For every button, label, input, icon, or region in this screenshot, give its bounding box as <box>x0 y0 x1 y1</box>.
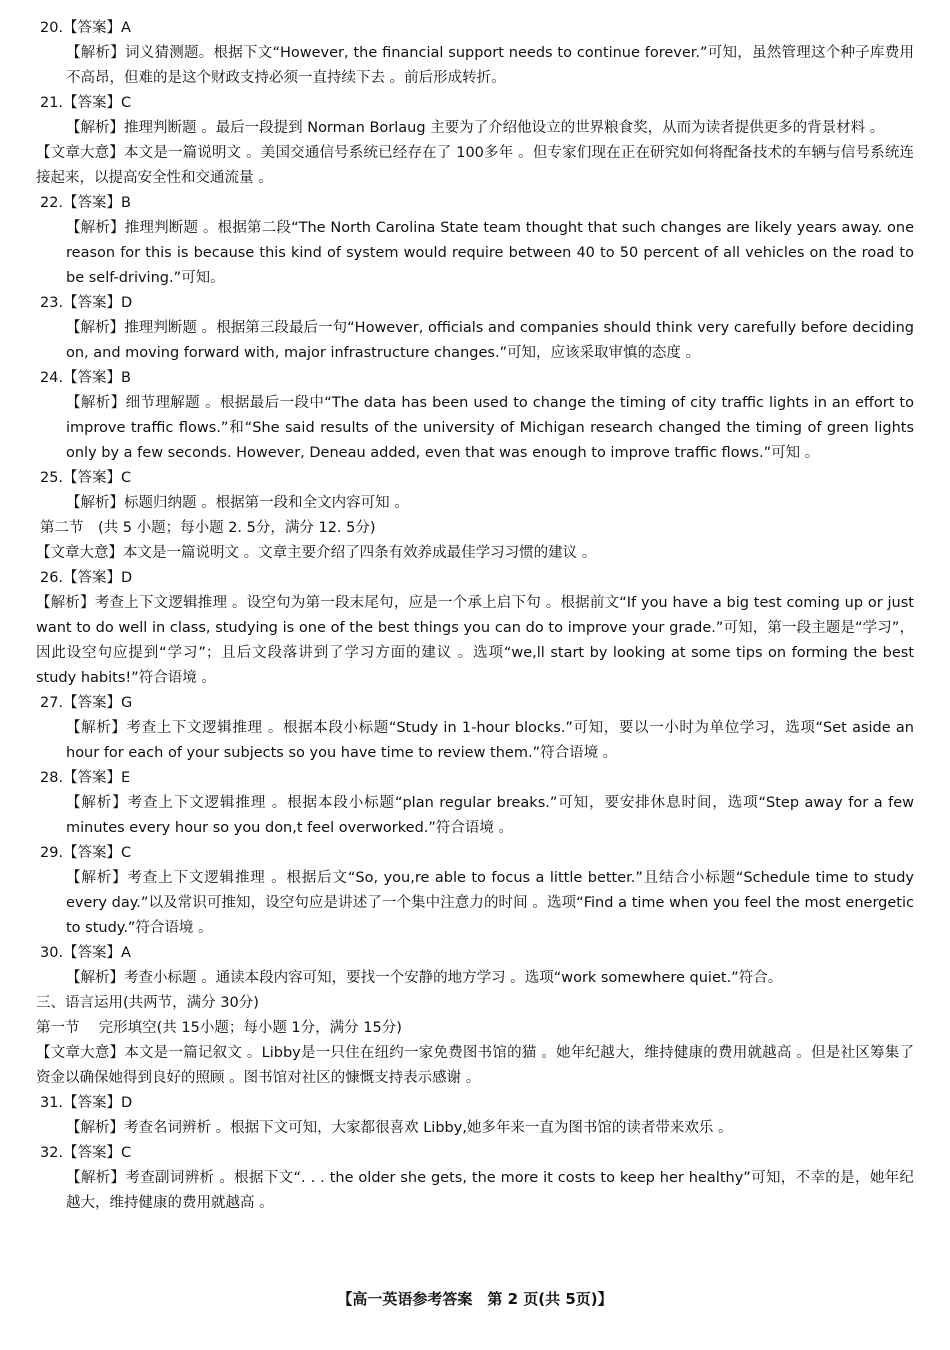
explanation-28: 【解析】考查上下文逻辑推理 。根据本段小标题“plan regular breaks.”可知，要安排休息时间，选项“Step away for a few minutes every hour so you don,t feel overworked.”符合语境 。 <box>66 795 914 836</box>
section-heading-language-use: 三、语言运用(共两节，满分 30分) <box>36 995 259 1011</box>
explanation-32: 【解析】考查副词辨析 。根据下文“. . . the older she gets, the more it costs to keep her healthy”可知，不幸的是，她年纪越大，维持健康的费用就越高 。 <box>66 1170 914 1211</box>
answer-24: 24.【答案】B <box>40 370 132 386</box>
explanation-21: 【解析】推理判断题 。最后一段提到 Norman Borlaug 主要为了介绍他设立的世界粮食奖，从而为读者提供更多的背景材料 。 <box>66 120 885 136</box>
passage-summary-traffic: 【文章大意】本文是一篇说明文 。美国交通信号系统已经存在了 100多年 。但专家们现在正在研究如何将配备技术的车辆与信号系统连接起来，以提高安全性和交通流量 。 <box>36 145 914 186</box>
page-footer: 【高一英语参考答案 第 2 页(共 5页)】 <box>337 1290 613 1308</box>
explanation-31: 【解析】考查名词辨析 。根据下文可知，大家都很喜欢 Libby,她多年来一直为图书馆的读者带来欢乐 。 <box>66 1120 733 1136</box>
answer-32: 32.【答案】C <box>40 1145 132 1161</box>
explanation-29: 【解析】考查上下文逻辑推理 。根据后文“So, you,re able to focus a little better.”且结合小标题“Schedule time to study every day.”以及常识可推知，设空句应是讲述了一个集中注意力的时间 。选项“Find a time when you feel the most energetic to study.”符合语境 。 <box>66 870 914 936</box>
answer-22: 22.【答案】B <box>40 195 132 211</box>
answer-20: 20.【答案】A <box>40 20 131 36</box>
answer-31: 31.【答案】D <box>40 1095 133 1111</box>
answer-26: 26.【答案】D <box>40 570 133 586</box>
passage-summary-libby: 【文章大意】本文是一篇记叙文 。Libby是一只住在纽约一家免费图书馆的猫 。她年纪越大，维持健康的费用就越高 。但是社区筹集了资金以确保她得到良好的照顾 。图书馆对社区的慷慨支持表示感谢 。 <box>36 1045 914 1086</box>
answer-27: 27.【答案】G <box>40 695 133 711</box>
section-heading-part2: 第二节 (共 5 小题；每小题 2. 5分，满分 12. 5分) <box>40 520 376 536</box>
explanation-26: 【解析】考查上下文逻辑推理 。设空句为第一段末尾句，应是一个承上启下句 。根据前文“If you have a big test coming up or just want to do well in class, studying is one of the best things you can do to improve your grade.”可知，第一段主题是“学习”，因此设空句应提到“学习”；且后文段落讲到了学习方面的建议 。选项“we,ll start by looking at some tips on forming the best study habits!”符合语境 。 <box>36 595 914 686</box>
explanation-20: 【解析】词义猜测题。根据下文“However, the financial support needs to continue forever.”可知，虽然管理这个种子库费用不高昂，但难的是这个财政支持必须一直持续下去 。前后形成转折。 <box>66 45 914 86</box>
answer-21: 21.【答案】C <box>40 95 132 111</box>
section-heading-cloze: 第一节 完形填空(共 15小题；每小题 1分，满分 15分) <box>36 1020 402 1036</box>
answer-25: 25.【答案】C <box>40 470 132 486</box>
explanation-23: 【解析】推理判断题 。根据第三段最后一句“However, officials and companies should think very carefully before deciding on, and moving forward with, major infrastructure changes.”可知，应该采取审慎的态度 。 <box>66 320 914 361</box>
passage-summary-study-habits: 【文章大意】本文是一篇说明文 。文章主要介绍了四条有效养成最佳学习习惯的建议 。 <box>36 545 597 561</box>
answer-29: 29.【答案】C <box>40 845 132 861</box>
answer-30: 30.【答案】A <box>40 945 131 961</box>
explanation-30: 【解析】考查小标题 。通读本段内容可知，要找一个安静的地方学习 。选项“work somewhere quiet.”符合。 <box>66 970 783 986</box>
explanation-27: 【解析】考查上下文逻辑推理 。根据本段小标题“Study in 1-hour blocks.”可知，要以一小时为单位学习，选项“Set aside an hour for each of your subjects so you have time to review them.”符合语境 。 <box>66 720 914 761</box>
explanation-25: 【解析】标题归纳题 。根据第一段和全文内容可知 。 <box>66 495 409 511</box>
answer-23: 23.【答案】D <box>40 295 133 311</box>
answer-28: 28.【答案】E <box>40 770 131 786</box>
explanation-24: 【解析】细节理解题 。根据最后一段中“The data has been used to change the timing of city traffic lights in an effort to improve traffic flows.”和“She said results of the university of Michigan research changed the timing of green lights only by a few seconds. However, Deneau added, even that was enough to improve traffic flows.”可知 。 <box>66 395 914 461</box>
explanation-22: 【解析】推理判断题 。根据第二段“The North Carolina State team thought that such changes are likely years away. one reason for this is because this kind of system would require between 40 to 50 percent of all vehicles on the road to be self-driving.”可知。 <box>66 220 914 286</box>
